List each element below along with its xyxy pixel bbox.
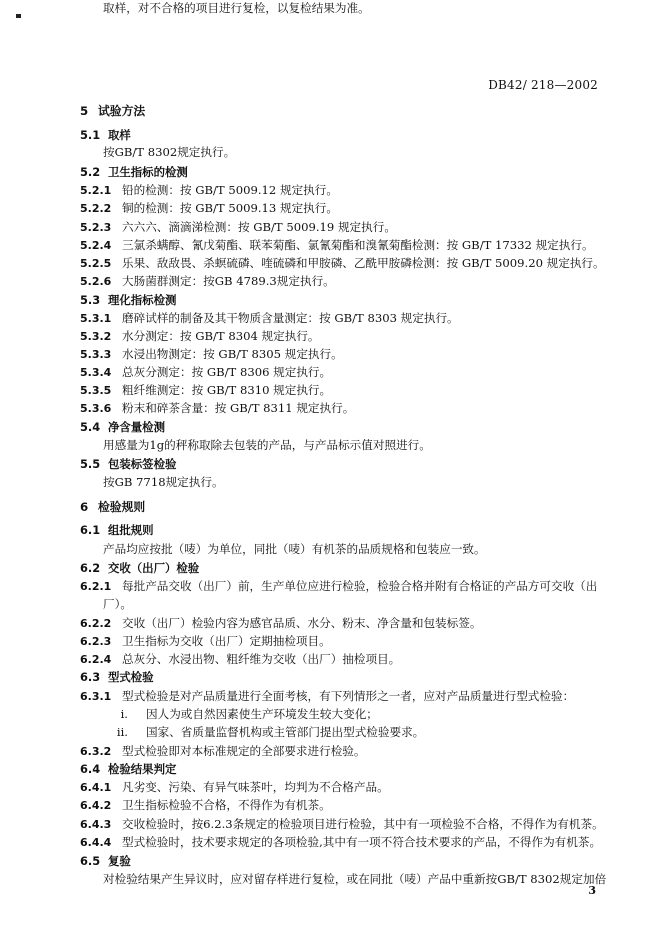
clause-line — [80, 328, 320, 345]
continuation-line — [103, 0, 370, 16]
subsection-heading — [80, 853, 131, 869]
clause-text: 用感量为1g的秤称取除去包装的产品，与产品标示值对照进行。 — [103, 438, 431, 452]
clause-text: 试验方法 — [98, 104, 146, 118]
paragraph-line — [103, 474, 224, 490]
clause-number: 5.2 — [80, 165, 101, 179]
clause-line — [80, 200, 338, 217]
clause-number: 5.3 — [80, 293, 101, 307]
clause-line — [80, 400, 354, 417]
clause-number: 6.5 — [80, 854, 101, 868]
clause-text: 取样 — [108, 128, 131, 142]
clause-number: 6.4.4 — [80, 836, 112, 849]
clause-number: 5.3.5 — [80, 384, 112, 397]
clause-text: 六六六、滴滴涕检测：按 GB/T 5009.19 规定执行。 — [122, 220, 396, 234]
paragraph-line — [103, 871, 606, 887]
clause-text: 交收检验时，按6.2.3条规定的检验项目进行检验，其中有一项检验不合格，不得作为有机茶。 — [122, 817, 604, 831]
clause-text: 总灰分测定：按 GB/T 8306 规定执行。 — [122, 365, 332, 379]
paragraph-line — [103, 541, 486, 557]
clause-number: 5.3.1 — [80, 312, 112, 325]
clause-text: 取样，对不合格的项目进行复检，以复检结果为准。 — [103, 1, 370, 15]
clause-number: 5.2.3 — [80, 221, 112, 234]
clause-text: 磨碎试样的制备及其干物质含量测定：按 GB/T 8303 规定执行。 — [122, 311, 459, 325]
clause-number: 5.5 — [80, 457, 101, 471]
clause-text: 水分测定：按 GB/T 8304 规定执行。 — [122, 329, 320, 343]
clause-number: i. — [120, 707, 128, 721]
subsection-heading — [80, 761, 176, 777]
section-heading — [80, 499, 145, 515]
clause-text: 因人为或自然因素使生产环境发生较大变化； — [146, 707, 378, 721]
clause-number: 6.4.1 — [80, 781, 112, 794]
clause-number: 5.3.2 — [80, 330, 112, 343]
paragraph-line — [103, 437, 431, 453]
continuation-line — [103, 596, 132, 612]
subsection-heading — [80, 127, 131, 143]
clause-number: 6.1 — [80, 523, 101, 537]
clause-line — [80, 237, 594, 254]
clause-text: 每批产品交收（出厂）前，生产单位应进行检验，检验合格并附有合格证的产品方可交收（出 — [122, 579, 598, 593]
clause-text: 水浸出物测定：按 GB/T 8305 规定执行。 — [122, 347, 343, 361]
clause-text: 粗纤维测定：按 GB/T 8310 规定执行。 — [122, 383, 332, 397]
sub-item-line — [116, 706, 378, 722]
clause-text: 包装标签检验 — [108, 457, 177, 471]
section-heading — [80, 103, 145, 119]
clause-line — [80, 382, 331, 399]
clause-text: 交收（出厂）检验内容为感官品质、水分、粉末、净含量和包装标签。 — [122, 616, 482, 630]
clause-number: 6.3.2 — [80, 745, 112, 758]
clause-text: 组批规则 — [108, 523, 154, 537]
clause-text: 型式检验是对产品质量进行全面考核，有下列情形之一者，应对产品质量进行型式检验： — [122, 689, 575, 703]
clause-text: 检验结果判定 — [108, 762, 177, 776]
clause-text: 按GB/T 8302规定执行。 — [103, 145, 236, 159]
clause-text: 理化指标检测 — [108, 293, 177, 307]
clause-line — [80, 364, 331, 381]
clause-text: 总灰分、水浸出物、粗纤维为交收（出厂）抽检项目。 — [122, 652, 401, 666]
subsection-heading — [80, 669, 154, 685]
clause-number: 5.2.5 — [80, 257, 112, 270]
clause-line — [80, 182, 338, 199]
clause-line — [80, 834, 601, 851]
clause-number: ii. — [116, 725, 128, 739]
clause-number: 6.3.1 — [80, 690, 112, 703]
clause-number: 5.2.4 — [80, 239, 112, 252]
clause-line — [80, 273, 335, 290]
clause-line — [80, 651, 400, 668]
clause-line — [80, 578, 597, 595]
sub-item-line — [116, 724, 424, 740]
clause-text: 铜的检测：按 GB/T 5009.13 规定执行。 — [122, 201, 338, 215]
paragraph-line — [103, 144, 235, 160]
clause-number: 6.4.3 — [80, 818, 112, 831]
clause-number: 6.4 — [80, 762, 101, 776]
clause-text: 产品均应按批（唛）为单位，同批（唛）有机茶的品质规格和包装应一致。 — [103, 542, 486, 556]
clause-text: 型式检验即对本标准规定的全部要求进行检验。 — [122, 744, 366, 758]
scan-mark — [16, 14, 21, 18]
clause-text: 对检验结果产生异议时，应对留存样进行复检，或在同批（唛）产品中重新按GB/T 8302规定加倍 — [103, 872, 607, 886]
clause-number: 5.1 — [80, 128, 101, 142]
clause-line — [80, 255, 605, 272]
clause-text: 型式检验时，技术要求规定的各项检验,其中有一项不符合技术要求的产品，不得作为有机茶。 — [122, 835, 602, 849]
clause-line — [80, 743, 365, 760]
clause-line — [80, 816, 604, 833]
clause-number: 6 — [80, 500, 89, 514]
clause-text: 卫生指标检验不合格，不得作为有机茶。 — [122, 798, 331, 812]
clause-number: 5.2.1 — [80, 184, 112, 197]
clause-text: 卫生指标为交收（出厂）定期抽检项目。 — [122, 634, 331, 648]
clause-text: 交收（出厂）检验 — [108, 561, 200, 575]
clause-number: 6.2.2 — [80, 617, 112, 630]
clause-line — [80, 779, 389, 796]
clause-text: 国家、省质量监督机构或主管部门提出型式检验要求。 — [146, 725, 425, 739]
clause-text: 型式检验 — [108, 670, 154, 684]
clause-number: 5 — [80, 104, 89, 118]
clause-line — [80, 346, 343, 363]
clause-line — [80, 688, 574, 705]
clause-line — [80, 633, 331, 650]
clause-text: 按GB 7718规定执行。 — [103, 475, 224, 489]
subsection-heading — [80, 522, 154, 538]
clause-text: 乐果、敌敌畏、杀螟硫磷、喹硫磷和甲胺磷、乙酰甲胺磷检测：按 GB/T 5009.20 规定执行。 — [122, 256, 605, 270]
clause-number: 5.4 — [80, 420, 101, 434]
clause-text: 厂）。 — [103, 597, 132, 611]
clause-text: 凡劣变、污染、有异气味茶叶，均判为不合格产品。 — [122, 780, 389, 794]
subsection-heading — [80, 419, 165, 435]
clause-number: 6.2.3 — [80, 635, 112, 648]
clause-line — [80, 615, 481, 632]
clause-line — [80, 219, 396, 236]
clause-text: 三氯杀螨醇、氰戊菊酯、联苯菊酯、氯氰菊酯和溴氰菊酯检测：按 GB/T 17332 规定执行。 — [122, 238, 594, 252]
subsection-heading — [80, 164, 188, 180]
clause-number: 6.2.1 — [80, 580, 112, 593]
clause-text: 铅的检测：按 GB/T 5009.12 规定执行。 — [122, 183, 338, 197]
clause-number: 5.2.2 — [80, 202, 112, 215]
clause-number: 6.2.4 — [80, 653, 112, 666]
clause-number: 6.3 — [80, 670, 101, 684]
page-number: 3 — [588, 884, 596, 897]
document-code: DB42/ 218—2002 — [488, 78, 598, 92]
clause-number: 5.3.6 — [80, 402, 112, 415]
clause-text: 卫生指标的检测 — [108, 165, 188, 179]
subsection-heading — [80, 560, 199, 576]
clause-number: 5.3.3 — [80, 348, 112, 361]
clause-line — [80, 797, 331, 814]
clause-text: 检验规则 — [98, 500, 146, 514]
clause-line — [80, 310, 459, 327]
clause-text: 净含量检测 — [108, 420, 165, 434]
subsection-heading — [80, 456, 176, 472]
clause-number: 5.3.4 — [80, 366, 112, 379]
clause-text: 复验 — [108, 854, 131, 868]
clause-number: 6.4.2 — [80, 799, 112, 812]
clause-text: 粉末和碎茶含量：按 GB/T 8311 规定执行。 — [122, 401, 355, 415]
clause-number: 6.2 — [80, 561, 101, 575]
subsection-heading — [80, 292, 176, 308]
clause-text: 大肠菌群测定：按GB 4789.3规定执行。 — [122, 274, 335, 288]
clause-number: 5.2.6 — [80, 275, 112, 288]
